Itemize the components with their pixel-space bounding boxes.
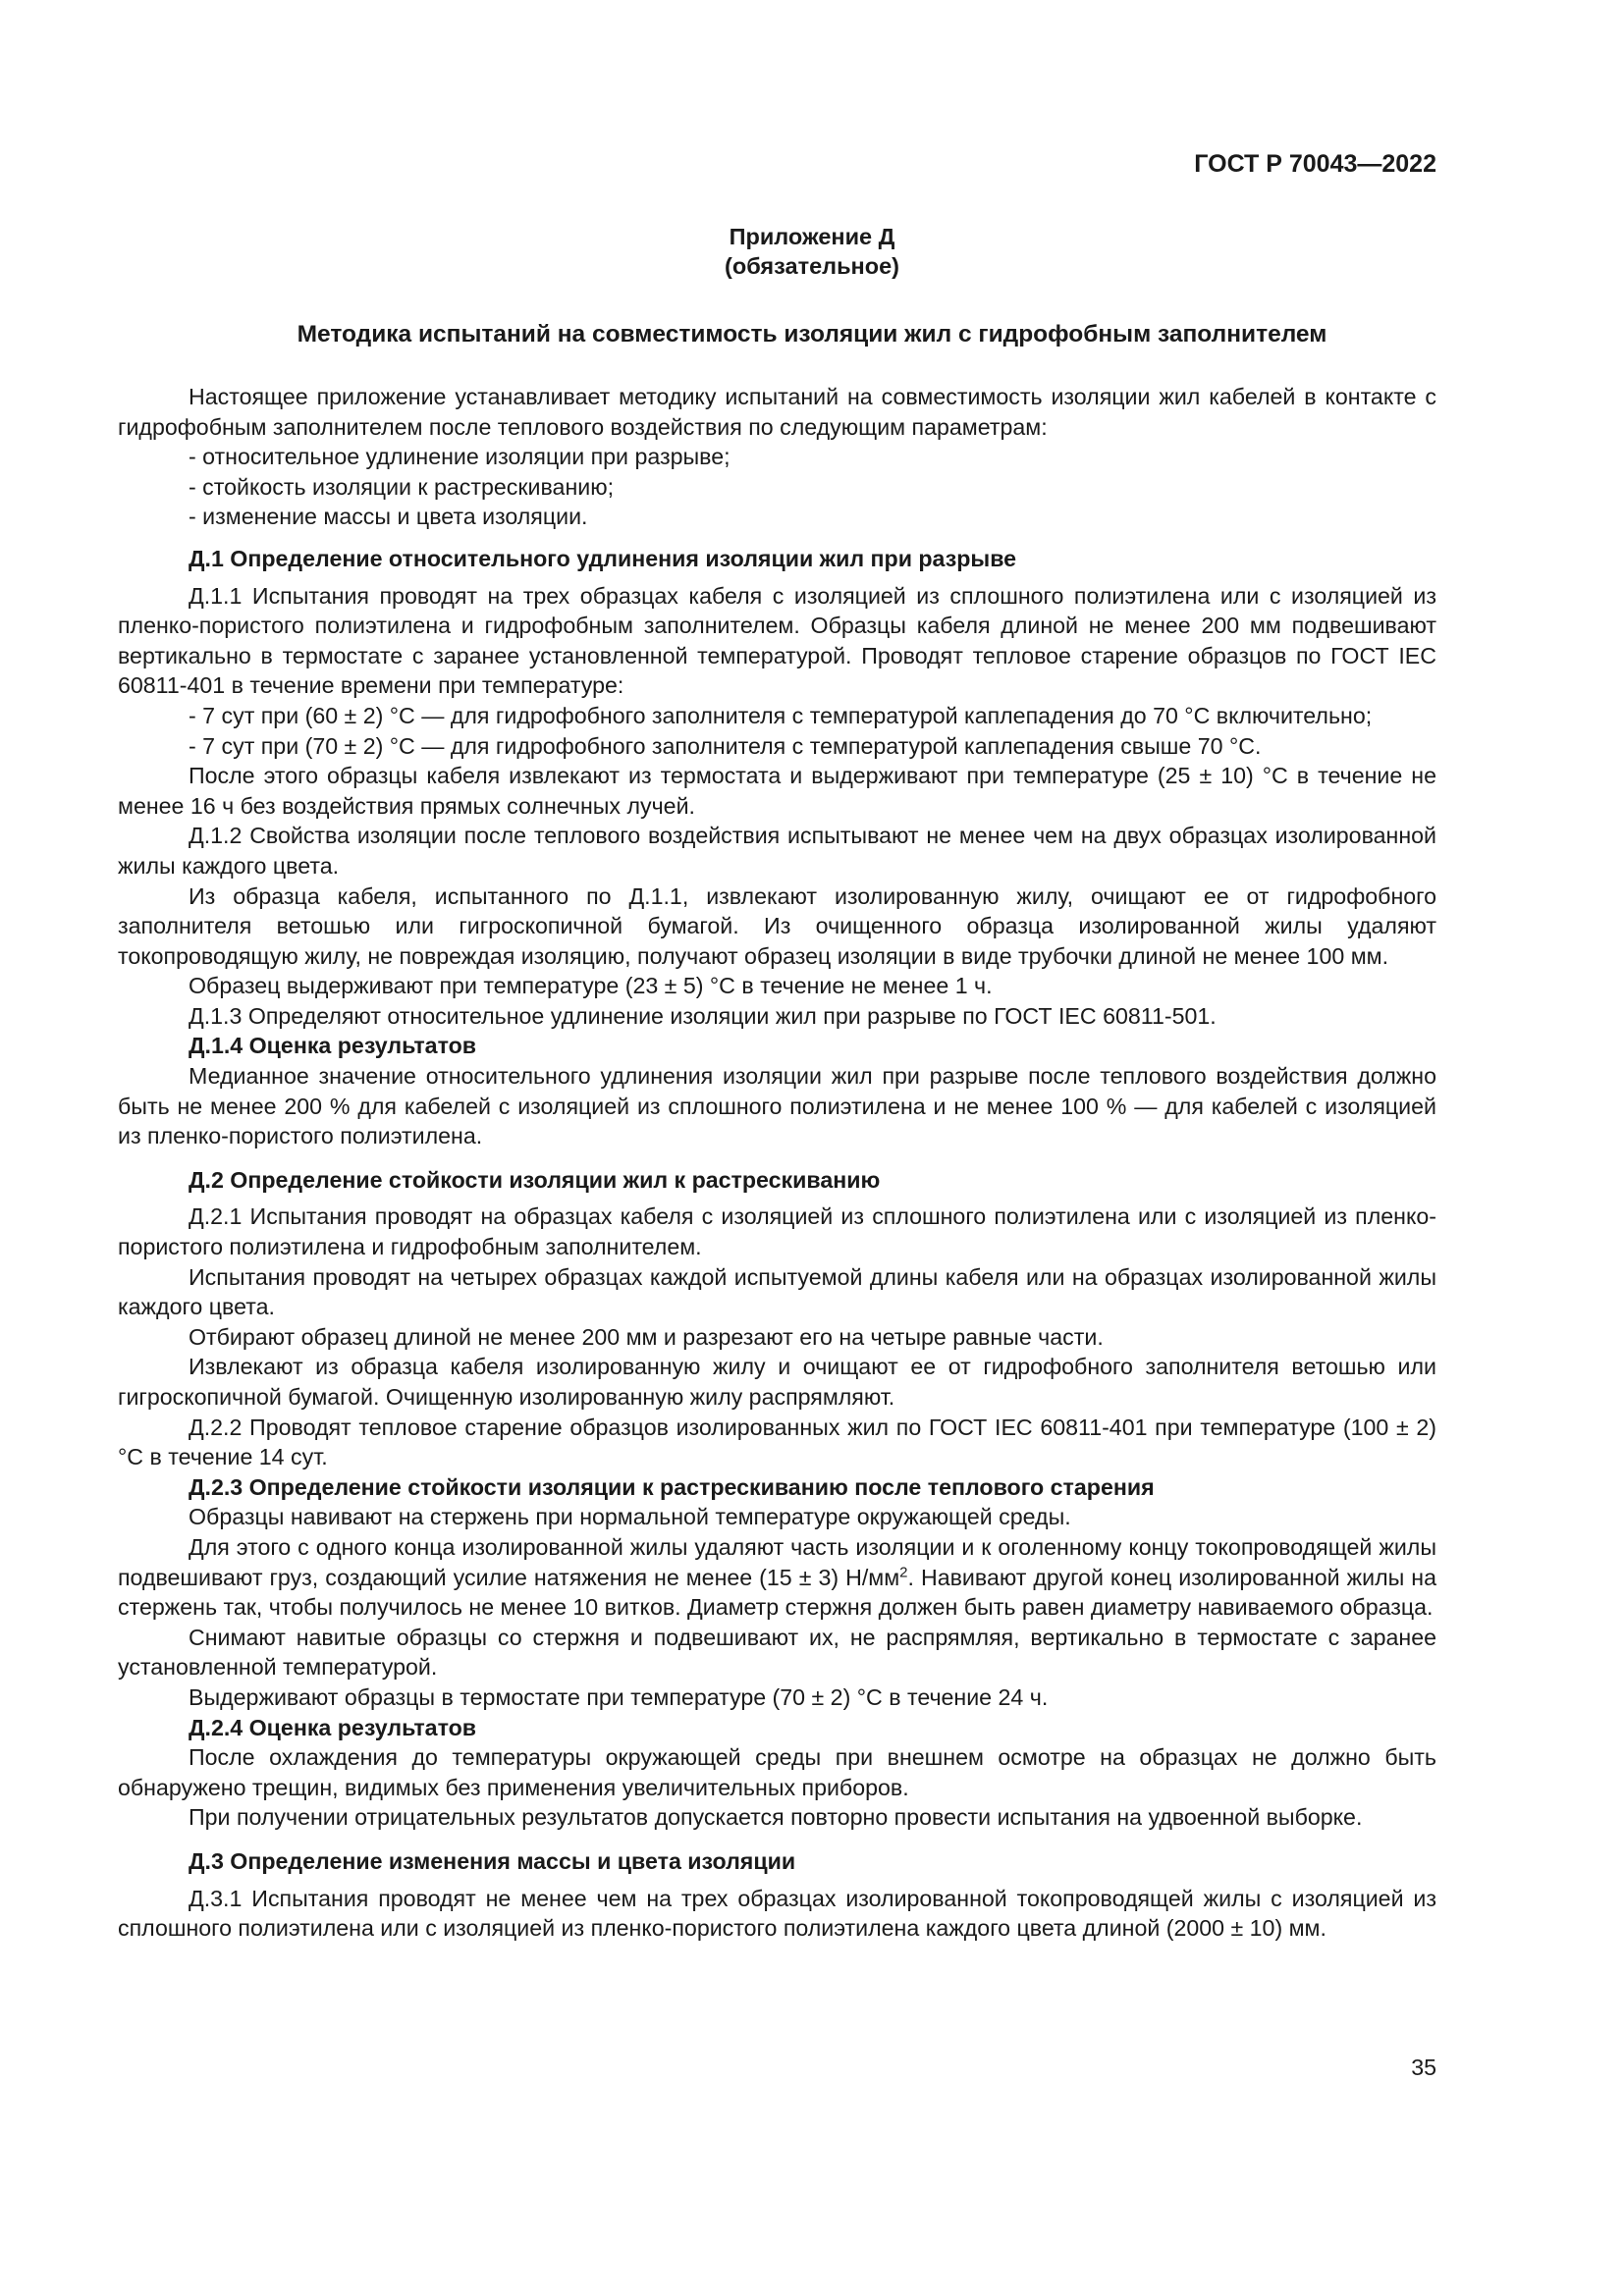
annex-label: Приложение Д [729, 224, 895, 249]
list-item: - 7 сут при (70 ± 2) °С — для гидрофобного заполнителя с температурой каплепадения свыше 70 °С. [189, 732, 1262, 759]
paragraph: Д.1.1 Испытания проводят на трех образцах кабеля с изоляцией из сплошного полиэтилена или с изоляцией из пленко-пористого полиэтилена и гидрофобным заполнителем. Образцы кабеля длиной не менее 200 мм подвешивают вертикально в термостате с заранее установленной температурой. Проводят тепловое старение образцов по ГОСТ IEC 60811-401 в течение времени при температуре: [118, 582, 1436, 699]
paragraph: Д.3.1 Испытания проводят не менее чем на трех образцах изолированной токопроводящей жилы с изоляцией из сплошного полиэтилена или с изоляцией из пленко-пористого полиэтилена каждого цвета длиной (2000 ± 10) мм. [118, 1885, 1436, 1942]
paragraph: Д.1.2 Свойства изоляции после теплового воздействия испытывают не менее чем на двух образцах изолированной жилы каждого цвета. [118, 823, 1436, 879]
paragraph: Отбирают образец длиной не менее 200 мм и разрезают его на четыре равные части. [189, 1323, 1104, 1350]
text-run: . Навивают другой конец изолированной жилы на стержень так, чтобы получилось не менее 10 витков. Диаметр стержня должен быть равен диаметру навиваемого образца. [118, 1564, 1437, 1621]
annex-header [118, 222, 1506, 281]
page-number: 35 [1411, 2055, 1436, 2080]
subsection-heading: Д.2.3 Определение стойкости изоляции к растрескиванию после теплового старения [189, 1473, 1155, 1500]
annex-status: (обязательное) [725, 253, 899, 279]
intro-paragraph: Настоящее приложение устанавливает методику испытаний на совместимость изоляции жил кабелей в контакте с гидрофобным заполнителем после теплового воздействия по следующим параметрам: [118, 384, 1436, 440]
paragraph: После охлаждения до температуры окружающей среды при внешнем осмотре на образцах не должно быть обнаружено трещин, видимых без применения увеличительных приборов. [118, 1744, 1436, 1800]
paragraph: Снимают навитые образцы со стержня и подвешивают их, не распрямляя, вертикально в термостате с заранее установленной температурой. [118, 1624, 1436, 1681]
annex-title: Методика испытаний на совместимость изоляции жил с гидрофобным заполнителем [297, 321, 1327, 347]
superscript: 2 [899, 1563, 908, 1580]
text-run: Для этого с одного конца изолированной жилы удаляют часть изоляции и к оголенному концу токопроводящей жилы подвешивают груз, создающий усилие натяжения не менее (15 ± 3) Н/мм [118, 1533, 1436, 1590]
section-heading-d1: Д.1 Определение относительного удлинения изоляции жил при разрыве [189, 545, 1017, 571]
paragraph: При получении отрицательных результатов допускается повторно провести испытания на удвоенной выборке. [189, 1804, 1363, 1831]
paragraph: Извлекают из образца кабеля изолированную жилу и очищают ее от гидрофобного заполнителя ветошью или гигроскопичной бумагой. Очищенную изолированную жилу распрямляют. [118, 1354, 1436, 1410]
document-number: ГОСТ Р 70043—2022 [1194, 150, 1436, 178]
section-heading-d2: Д.2 Определение стойкости изоляции жил к растрескиванию [189, 1166, 881, 1193]
paragraph: Испытания проводят на четырех образцах каждой испытуемой длины кабеля или на образцах изолированной жилы каждого цвета. [118, 1263, 1436, 1320]
paragraph: Медианное значение относительного удлинения изоляции жил при разрыве после теплового воздействия должно быть не менее 200 % для кабелей с изоляцией из сплошного полиэтилена и не менее 100 % — для кабелей с изоляцией из пленко-пористого полиэтилена. [118, 1063, 1436, 1149]
paragraph [118, 1532, 1436, 1623]
document-body [118, 382, 1436, 1944]
intro-list-item: - относительное удлинение изоляции при разрыве; [189, 444, 731, 470]
paragraph: Д.1.3 Определяют относительное удлинение изоляции жил при разрыве по ГОСТ IEC 60811-501. [189, 1002, 1217, 1029]
paragraph: Образец выдерживают при температуре (23 ± 5) °С в течение не менее 1 ч. [189, 973, 993, 999]
paragraph: Образцы навивают на стержень при нормальной температуре окружающей среды. [189, 1504, 1071, 1530]
paragraph: После этого образцы кабеля извлекают из термостата и выдерживают при температуре (25 ± 10) °С в течение не менее 16 ч без воздействия прямых солнечных лучей. [118, 763, 1436, 819]
section-heading-d3: Д.3 Определение изменения массы и цвета изоляции [189, 1847, 796, 1874]
paragraph: Д.2.1 Испытания проводят на образцах кабеля с изоляцией из сплошного полиэтилена или с изоляцией из пленко-пористого полиэтилена и гидрофобным заполнителем. [118, 1203, 1436, 1260]
intro-list-item: - стойкость изоляции к растрескиванию; [189, 473, 615, 500]
subsection-heading: Д.1.4 Оценка результатов [189, 1033, 477, 1059]
paragraph: Выдерживают образцы в термостате при температуре (70 ± 2) °С в течение 24 ч. [189, 1683, 1049, 1710]
list-item: - 7 сут при (60 ± 2) °С — для гидрофобного заполнителя с температурой каплепадения до 70 °С включительно; [189, 702, 1373, 728]
subsection-heading: Д.2.4 Оценка результатов [189, 1714, 477, 1740]
paragraph: Из образца кабеля, испытанного по Д.1.1, извлекают изолированную жилу, очищают ее от гидрофобного заполнителя ветошью или гигроскопичной бумагой. Из очищенного образца изолированной жилы удаляют токопроводящую жилу, не повреждая изоляцию, получают образец изоляции в виде трубочки длиной не менее 100 мм. [118, 882, 1436, 969]
intro-list-item: - изменение массы и цвета изоляции. [189, 504, 588, 530]
paragraph: Д.2.2 Проводят тепловое старение образцов изолированных жил по ГОСТ IEC 60811-401 при температуре (100 ± 2) °С в течение 14 сут. [118, 1414, 1436, 1470]
